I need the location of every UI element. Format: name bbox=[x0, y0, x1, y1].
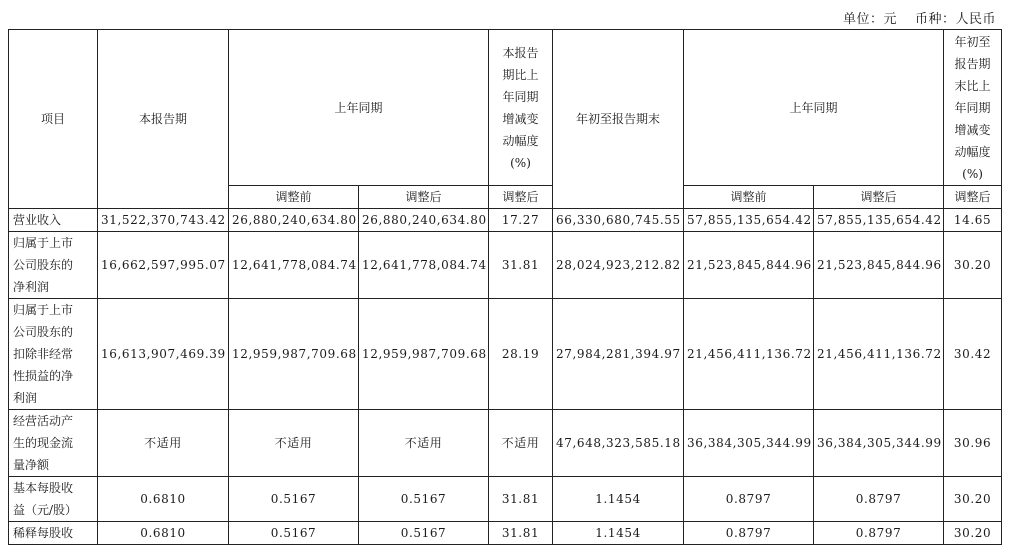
row-label-line: 基本每股收 bbox=[13, 481, 74, 495]
table-cell: 17.27 bbox=[489, 209, 553, 232]
row-label bbox=[9, 477, 98, 522]
table-cell: 0.6810 bbox=[98, 522, 229, 545]
unit-label: 单位：元 bbox=[842, 12, 897, 27]
row-label bbox=[9, 522, 98, 545]
table-cell: 0.8797 bbox=[814, 522, 944, 545]
header-after-adjust-2: 调整后 bbox=[489, 186, 553, 209]
ytd-change-pct-line: 年初至 bbox=[954, 34, 991, 49]
ytd-change-pct-line: 报告期 bbox=[954, 56, 991, 71]
table-body bbox=[9, 209, 1002, 545]
header-before-adjust-2: 调整前 bbox=[684, 186, 814, 209]
table-cell: 14.65 bbox=[944, 209, 1002, 232]
table-cell: 31.81 bbox=[489, 232, 553, 299]
table-cell: 0.8797 bbox=[684, 477, 814, 522]
table-cell: 21,456,411,136.72 bbox=[684, 299, 814, 410]
table-cell: 30.20 bbox=[944, 477, 1002, 522]
currency-label: 币种：人民币 bbox=[914, 12, 996, 27]
table-row bbox=[9, 522, 1002, 545]
table-cell: 0.5167 bbox=[359, 522, 489, 545]
table-cell: 不适用 bbox=[489, 410, 553, 477]
header-ytd: 年初至报告期末 bbox=[553, 30, 684, 209]
table-cell: 36,384,305,344.99 bbox=[684, 410, 814, 477]
table-cell: 12,959,987,709.68 bbox=[229, 299, 359, 410]
table-cell: 0.5167 bbox=[229, 522, 359, 545]
table-cell: 12,641,778,084.74 bbox=[229, 232, 359, 299]
ytd-change-pct-line: (%) bbox=[962, 166, 983, 181]
table-cell: 12,959,987,709.68 bbox=[359, 299, 489, 410]
table-cell: 1.1454 bbox=[553, 522, 684, 545]
header-after-adjust: 调整后 bbox=[359, 186, 489, 209]
change-pct-line: 增减变 bbox=[502, 111, 539, 126]
row-label-line: 归属于上市 bbox=[13, 236, 74, 250]
change-pct-line: 期比上 bbox=[502, 67, 539, 82]
table-cell: 不适用 bbox=[229, 410, 359, 477]
header-row-1 bbox=[9, 30, 1002, 186]
table-cell: 30.42 bbox=[944, 299, 1002, 410]
unit-note bbox=[825, 8, 996, 27]
row-label-line: 生的现金流 bbox=[13, 436, 74, 450]
row-label-line: 归属于上市 bbox=[13, 303, 74, 317]
row-label-line: 公司股东的 bbox=[13, 258, 74, 272]
ytd-change-pct-line: 增减变 bbox=[954, 122, 991, 137]
header-same-period-last-year-2: 上年同期 bbox=[684, 30, 944, 186]
row-label-line: 量净额 bbox=[13, 458, 50, 472]
row-label-line: 公司股东的 bbox=[13, 325, 74, 339]
table-cell: 0.5167 bbox=[359, 477, 489, 522]
table-cell: 0.6810 bbox=[98, 477, 229, 522]
change-pct-line: 本报告 bbox=[502, 45, 539, 60]
table-cell: 不适用 bbox=[98, 410, 229, 477]
header-ytd-change-pct bbox=[944, 30, 1002, 186]
table-cell: 21,523,845,844.96 bbox=[814, 232, 944, 299]
header-before-adjust: 调整前 bbox=[229, 186, 359, 209]
row-label bbox=[9, 299, 98, 410]
table-cell: 30.20 bbox=[944, 232, 1002, 299]
change-pct-line: 年同期 bbox=[502, 89, 539, 104]
table-cell: 30.20 bbox=[944, 522, 1002, 545]
row-label bbox=[9, 410, 98, 477]
row-label-line: 营业收入 bbox=[13, 213, 62, 227]
table-cell: 0.8797 bbox=[814, 477, 944, 522]
row-label-line: 净利润 bbox=[13, 280, 50, 294]
table-cell: 57,855,135,654.42 bbox=[814, 209, 944, 232]
table-cell: 0.8797 bbox=[684, 522, 814, 545]
table-cell: 16,613,907,469.39 bbox=[98, 299, 229, 410]
row-label-line: 稀释每股收 bbox=[13, 526, 74, 540]
table-cell: 36,384,305,344.99 bbox=[814, 410, 944, 477]
ytd-change-pct-line: 末比上 bbox=[954, 78, 991, 93]
ytd-change-pct-line: 年同期 bbox=[954, 100, 991, 115]
table-cell: 0.5167 bbox=[229, 477, 359, 522]
ytd-change-pct-line: 动幅度 bbox=[954, 144, 991, 159]
financial-data-table bbox=[8, 29, 1002, 545]
header-after-adjust-3: 调整后 bbox=[814, 186, 944, 209]
row-label bbox=[9, 209, 98, 232]
header-after-adjust-4: 调整后 bbox=[944, 186, 1002, 209]
table-cell: 27,984,281,394.97 bbox=[553, 299, 684, 410]
table-cell: 31.81 bbox=[489, 477, 553, 522]
table-cell: 26,880,240,634.80 bbox=[359, 209, 489, 232]
table-cell: 1.1454 bbox=[553, 477, 684, 522]
table-cell: 21,456,411,136.72 bbox=[814, 299, 944, 410]
table-cell: 31.81 bbox=[489, 522, 553, 545]
table-cell: 66,330,680,745.55 bbox=[553, 209, 684, 232]
table-cell: 不适用 bbox=[359, 410, 489, 477]
table-cell: 31,522,370,743.42 bbox=[98, 209, 229, 232]
row-label bbox=[9, 232, 98, 299]
change-pct-line: (%) bbox=[510, 155, 531, 170]
header-change-pct bbox=[489, 30, 553, 186]
table-row bbox=[9, 477, 1002, 522]
table-cell: 57,855,135,654.42 bbox=[684, 209, 814, 232]
row-label-line: 性损益的净 bbox=[13, 369, 74, 383]
row-label-line: 利润 bbox=[13, 391, 38, 405]
table-cell: 12,641,778,084.74 bbox=[359, 232, 489, 299]
table-cell: 16,662,597,995.07 bbox=[98, 232, 229, 299]
table-row bbox=[9, 232, 1002, 299]
row-label-line: 益（元/股） bbox=[13, 503, 78, 517]
table-row bbox=[9, 410, 1002, 477]
table-cell: 21,523,845,844.96 bbox=[684, 232, 814, 299]
table-row bbox=[9, 209, 1002, 232]
table-cell: 28.19 bbox=[489, 299, 553, 410]
header-same-period-last-year: 上年同期 bbox=[229, 30, 489, 186]
change-pct-line: 动幅度 bbox=[502, 133, 539, 148]
table-cell: 47,648,323,585.18 bbox=[553, 410, 684, 477]
table-row bbox=[9, 299, 1002, 410]
table-cell: 28,024,923,212.82 bbox=[553, 232, 684, 299]
table-cell: 26,880,240,634.80 bbox=[229, 209, 359, 232]
header-item: 项目 bbox=[9, 30, 98, 209]
table-cell: 30.96 bbox=[944, 410, 1002, 477]
row-label-line: 经营活动产 bbox=[13, 414, 74, 428]
row-label-line: 扣除非经常 bbox=[13, 347, 74, 361]
header-current-period: 本报告期 bbox=[98, 30, 229, 209]
